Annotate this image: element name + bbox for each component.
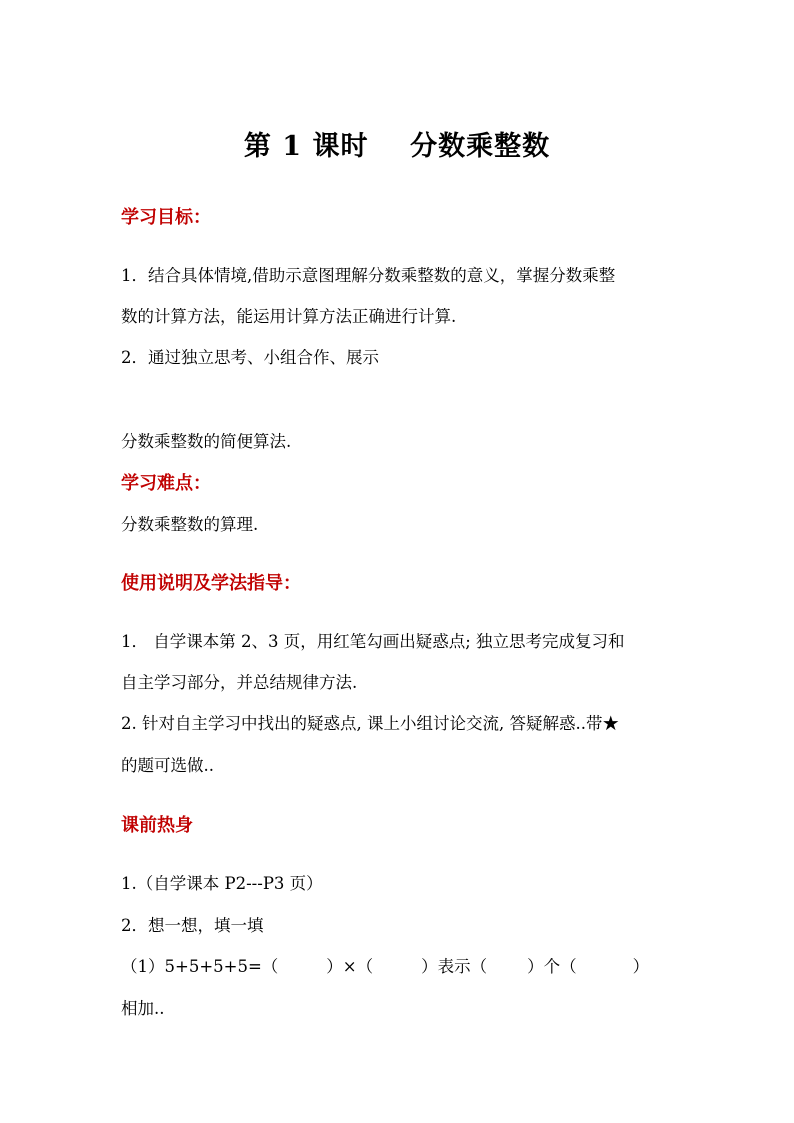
page-title: 第 1 课时 分数乘整数 xyxy=(243,131,551,162)
objectives-line-1: 1．结合具体情境,借助示意图理解分数乘整数的意义，掌握分数乘整 xyxy=(121,266,616,285)
difficulty-line-1: 分数乘整数的算理. xyxy=(121,515,259,534)
warmup-line-1: 1.（自学课本 P2---P3 页） xyxy=(121,874,323,893)
objectives-line-4: 分数乘整数的简便算法. xyxy=(121,432,292,451)
warmup-last-line: 相加.. xyxy=(121,999,165,1018)
objectives-line-2: 数的计算方法，能运用计算方法正确进行计算. xyxy=(121,307,457,326)
instructions-heading: 使用说明及学法指导： xyxy=(121,573,301,594)
objectives-line-3: 2．通过独立思考、小组合作、展示 xyxy=(121,348,379,367)
instructions-line-4: 的题可选做.. xyxy=(121,756,214,775)
fill-part-4: ） xyxy=(632,957,650,976)
difficulty-heading: 学习难点： xyxy=(121,473,211,494)
fill-part-2: ）表示（ xyxy=(421,957,488,976)
fill-part-3: ）个（ xyxy=(527,957,577,976)
instructions-line-3: 2. 针对自主学习中找出的疑惑点, 课上小组讨论交流, 答疑解惑..带★ xyxy=(121,714,619,733)
warmup-line-2: 2．想一想，填一填 xyxy=(121,916,264,935)
objectives-heading: 学习目标： xyxy=(121,207,211,228)
instructions-line-2: 自主学习部分，并总结规律方法. xyxy=(121,673,358,692)
fill-part-1: ）×（ xyxy=(326,957,374,976)
fill-in-line xyxy=(121,953,649,977)
warmup-heading: 课前热身 xyxy=(121,815,193,836)
fill-prefix: （1）5+5+5+5=（ xyxy=(121,957,279,976)
instructions-line-1: 1． 自学课本第 2、3 页，用红笔勾画出疑惑点; 独立思考完成复习和 xyxy=(121,632,625,651)
